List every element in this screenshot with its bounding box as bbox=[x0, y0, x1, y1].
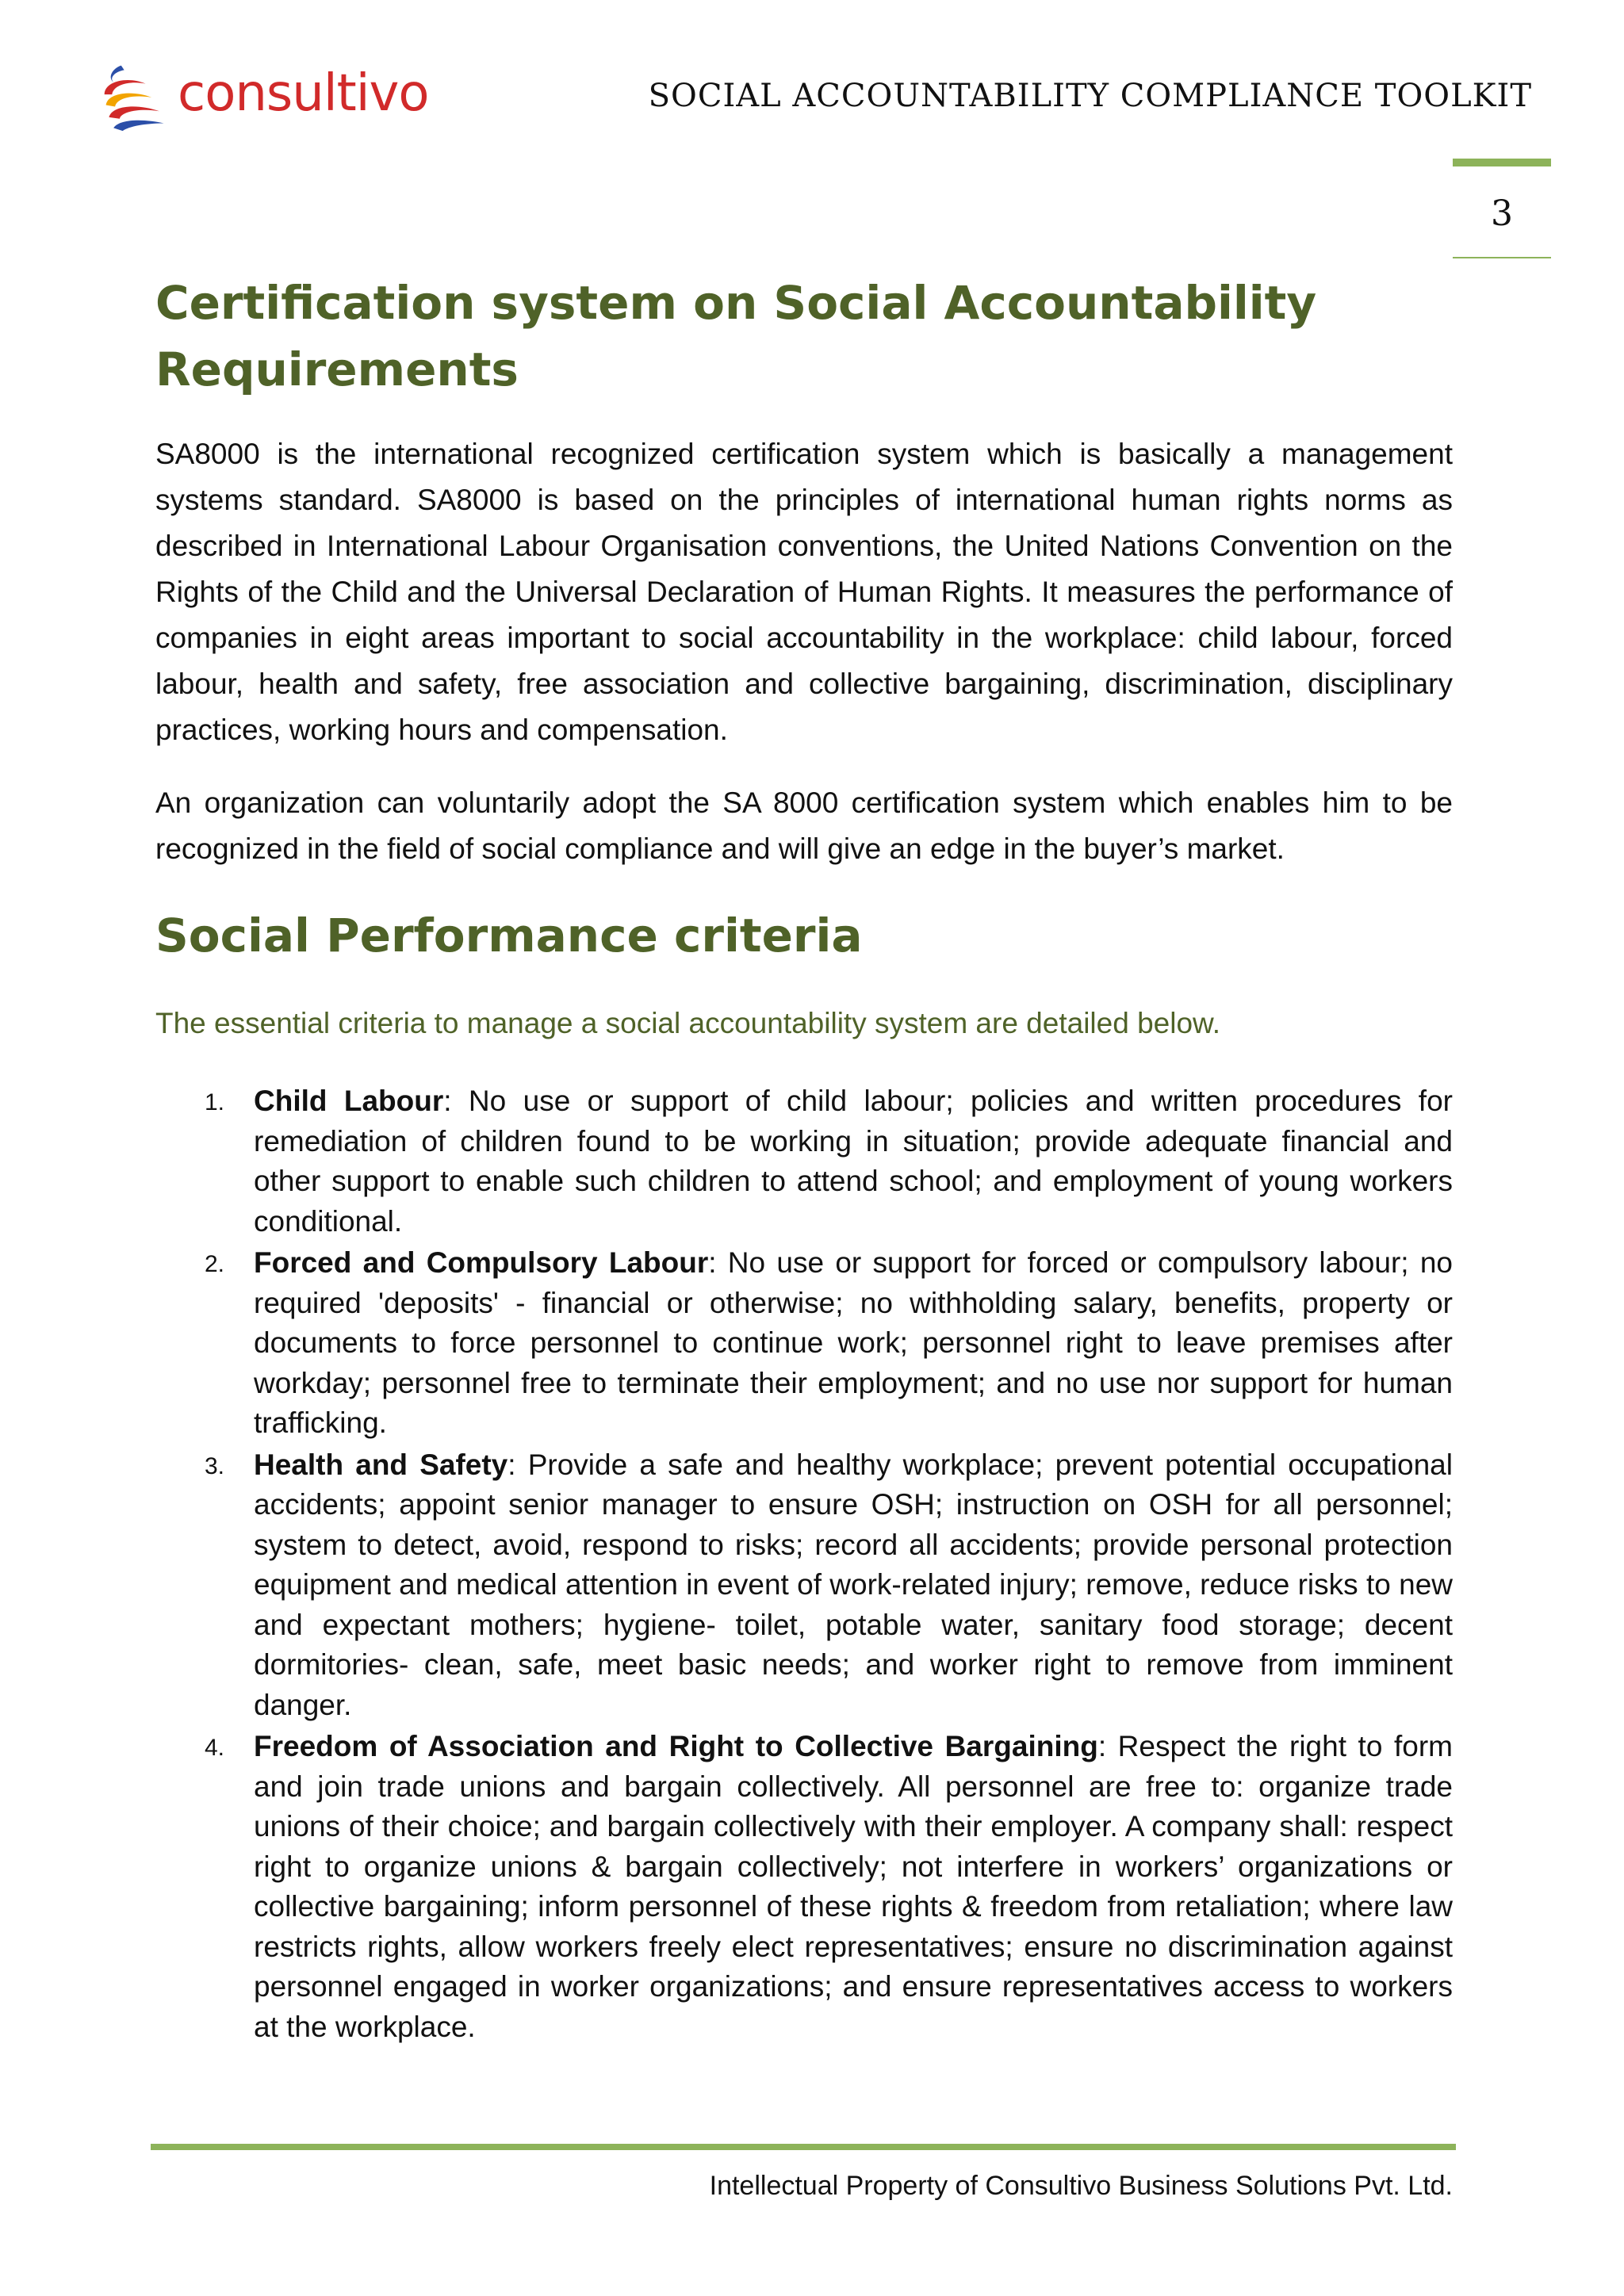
page-number-box bbox=[1453, 159, 1551, 258]
list-item-number: 4. bbox=[205, 1735, 225, 1761]
heading-line-1: Certification system on Social Accountability bbox=[155, 276, 1317, 330]
logo-text: consultivo bbox=[178, 64, 429, 123]
section-heading-certification bbox=[155, 270, 1453, 403]
list-item bbox=[155, 1445, 1453, 1726]
criteria-subtitle: The essential criteria to manage a social accountability system are detailed below. bbox=[155, 1007, 1220, 1039]
list-item-number: 2. bbox=[205, 1251, 225, 1277]
criteria-list bbox=[155, 1081, 1453, 2047]
heading-line-2: Requirements bbox=[155, 342, 519, 396]
list-item-text: : No use or support for forced or compulsory labour; no required 'deposits' - financial or otherwise; no withholding salary, benefits, property or documents to force personnel to continue work; personnel right to leave premises after workday; personnel free to terminate their employment; and no use nor support for human trafficking. bbox=[254, 1246, 1453, 1439]
list-item bbox=[155, 1081, 1453, 1242]
list-item-number: 3. bbox=[205, 1452, 225, 1479]
footer-divider bbox=[151, 2144, 1456, 2150]
paragraph-sa8000: SA8000 is the international recognized certification system which is basically a management systems standard. SA8000 is based on the principles of international human rights norms as described in International Labour Organisation conventions, the United Nations Convention on the Rights of the Child and the Universal Declaration of Human Rights. It measures the performance of companies in eight areas important to social accountability in the workplace: child labour, forced labour, health and safety, free association and collective bargaining, discrimination, disciplinary practices, working hours and compensation. bbox=[155, 438, 1453, 746]
list-item-text: : No use or support of child labour; policies and written procedures for remediation of children found to be working in situation; provide adequate financial and other support to enable such children to attend school; and employment of young workers conditional. bbox=[254, 1085, 1453, 1238]
page-number: 3 bbox=[1491, 193, 1513, 234]
list-item-text: : Provide a safe and healthy workplace; prevent potential occupational accidents; appoint senior manager to ensure OSH; instruction on OSH for all personnel; system to detect, avoid, respond to risks; record all accidents; provide personal protection equipment and medical attention in event of work-related injury; remove, reduce risks to new and expectant mothers; hygiene- toilet, potable water, sanitary food storage; decent dormitories- clean, safe, meet basic needs; and worker right to remove from imminent danger. bbox=[254, 1448, 1453, 1721]
list-item-number: 1. bbox=[205, 1089, 225, 1115]
list-item-title: Freedom of Association and Right to Collective Bargaining bbox=[254, 1730, 1098, 1762]
paragraph-adoption: An organization can voluntarily adopt the SA 8000 certification system which enables him to be recognized in the field of social compliance and will give an edge in the buyer’s market. bbox=[155, 786, 1453, 865]
page-content bbox=[155, 270, 1453, 2049]
list-item-title: Child Labour bbox=[254, 1085, 444, 1117]
list-item-title: Health and Safety bbox=[254, 1448, 508, 1481]
footer-copyright: Intellectual Property of Consultivo Business Solutions Pvt. Ltd. bbox=[709, 2171, 1453, 2201]
section-heading-criteria: Social Performance criteria bbox=[155, 909, 863, 962]
list-item-text: : Respect the right to form and join trade unions and bargain collectively. All personnel are free to: organize trade unions of their choice; and bargain collectively with their employer. A company shall: respect right to organize unions & bargain collectively; not interfere in workers’ organizations or collective bargaining; inform personnel of these rights & freedom from retaliation; where law restricts rights, allow workers freely elect representatives; ensure no discrimination against personnel engaged in worker organizations; and ensure representatives access to workers at the workplace. bbox=[254, 1730, 1453, 2043]
document-title: SOCIAL ACCOUNTABILITY COMPLIANCE TOOLKIT bbox=[648, 78, 1532, 114]
list-item bbox=[155, 1727, 1453, 2047]
list-item-title: Forced and Compulsory Labour bbox=[254, 1246, 709, 1279]
list-item bbox=[155, 1243, 1453, 1444]
company-logo bbox=[98, 52, 431, 140]
consultivo-logo-icon bbox=[98, 56, 174, 136]
